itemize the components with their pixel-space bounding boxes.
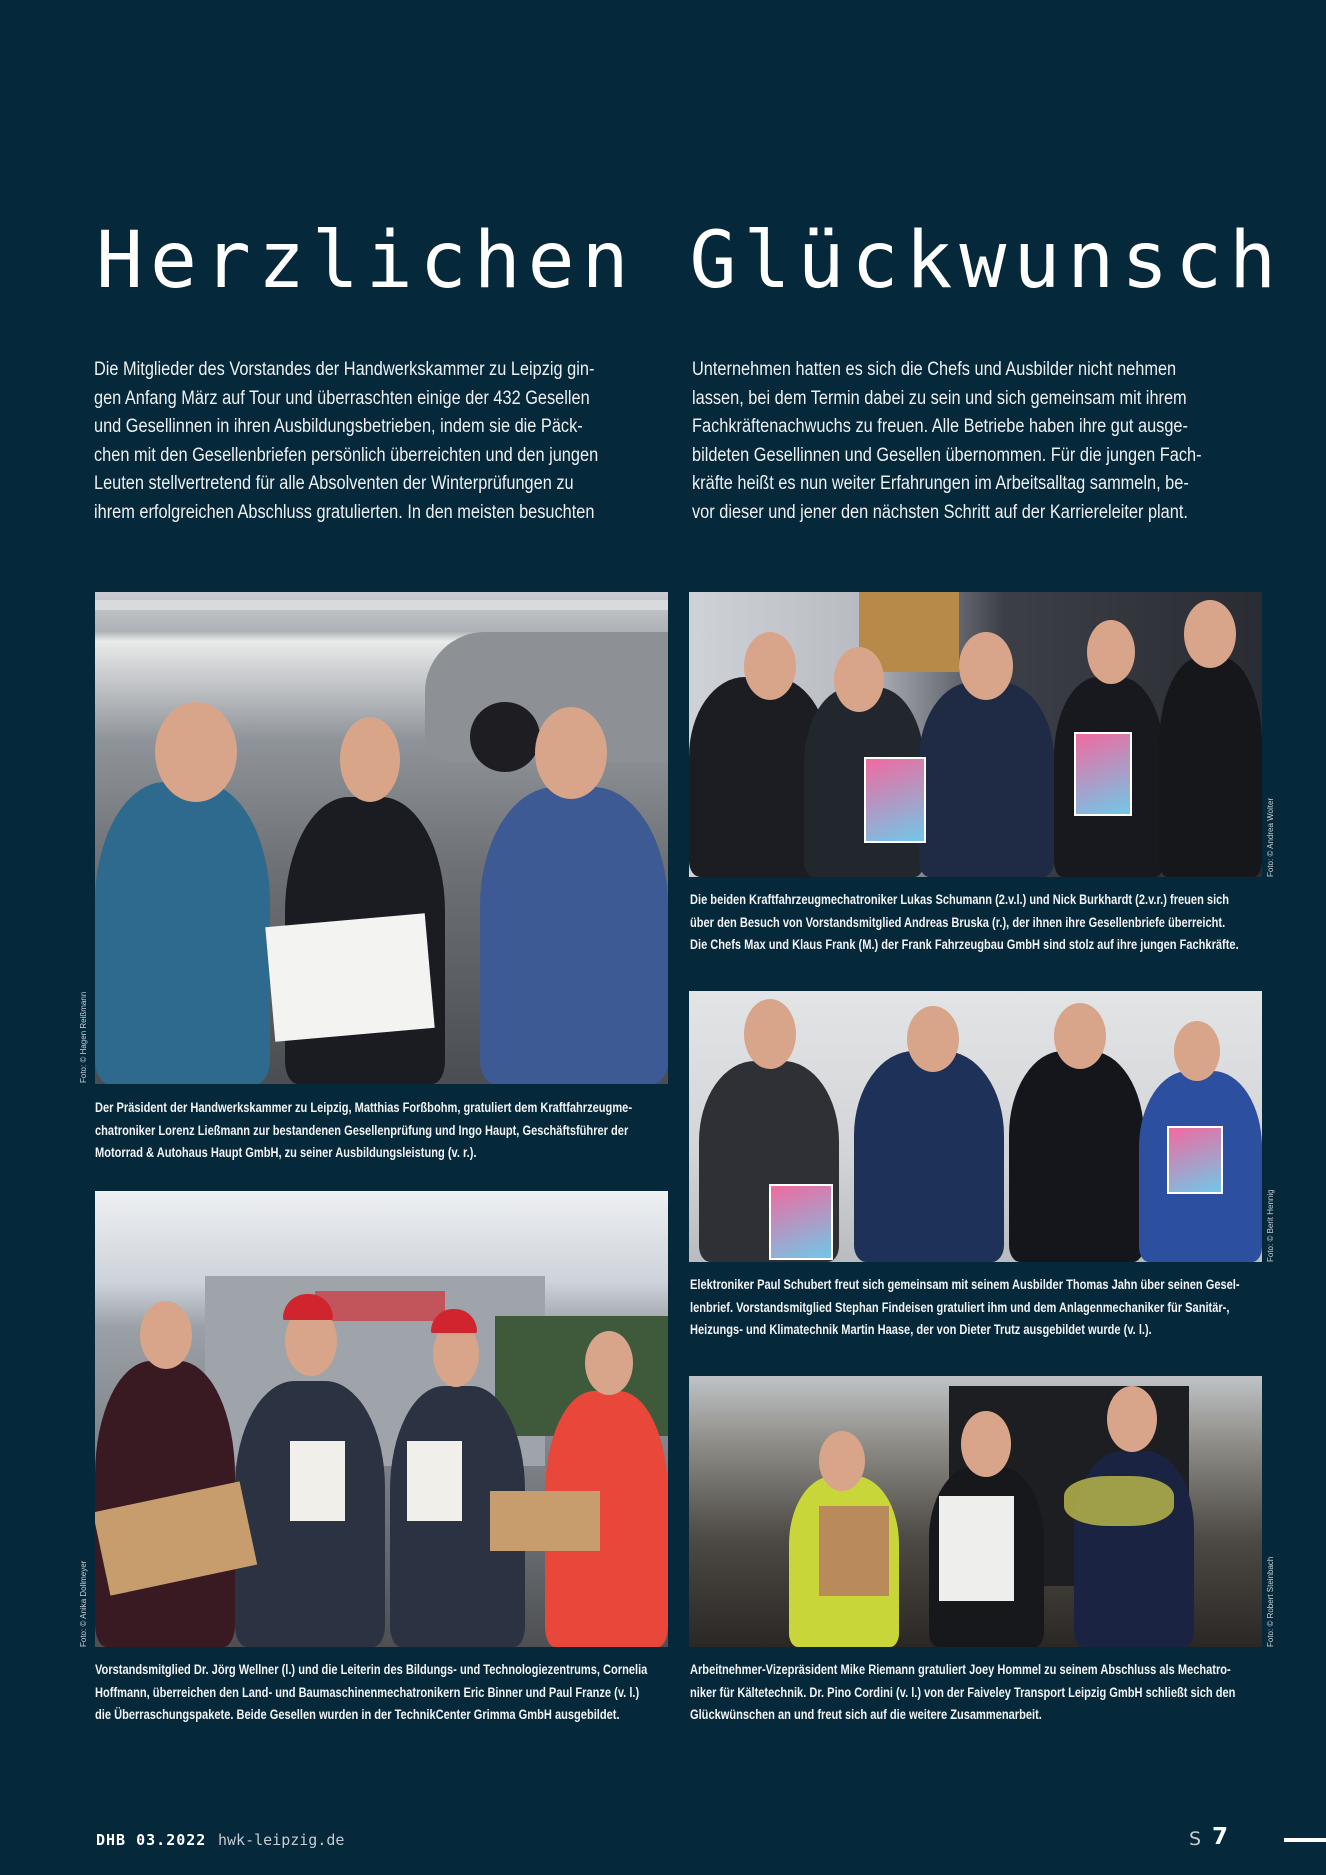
caption-line: lenbrief. Vorstandsmitglied Stephan Findeisen gratuliert ihm und dem Anlagenmechaniker für Sanitär-, xyxy=(690,1299,1230,1315)
intro-line: gen Anfang März auf Tour und überraschten einige der 432 Gesellen xyxy=(94,387,590,409)
intro-line: Die Mitglieder des Vorstandes der Handwerkskammer zu Leipzig gin- xyxy=(94,359,595,380)
photo-schubert-haase xyxy=(689,991,1262,1262)
intro-column-left xyxy=(94,356,601,527)
caption-line: Vorstandsmitglied Dr. Jörg Wellner (l.) und die Leiterin des Bildungs- und Technologiezentrums, Cornelia xyxy=(95,1662,648,1677)
caption-line: die Überraschungspakete. Beide Gesellen wurden in der TechnikCenter Grimma GmbH ausgebildet. xyxy=(95,1707,620,1722)
photo-faiveley-transport xyxy=(689,1376,1262,1647)
caption-line: chatroniker Lorenz Ließmann zur bestandenen Gesellenprüfung und Ingo Haupt, Geschäftsführer der xyxy=(95,1122,629,1138)
intro-column-right xyxy=(692,356,1202,527)
intro-line: Leuten stellvertretend für alle Absolventen der Winterprüfungen zu xyxy=(94,473,574,494)
photo-credit: Foto: © Hagen Reißmann xyxy=(79,991,88,1083)
caption-line: Motorrad & Autohaus Haupt GmbH, zu seiner Ausbildungsleistung (v. r.). xyxy=(95,1145,477,1160)
caption-line: Die beiden Kraftfahrzeugmechatroniker Lukas Schumann (2.v.l.) und Nick Burkhardt (2.v.r.) freuen sich xyxy=(690,892,1230,907)
page-title: Herzlichen Glückwunsch xyxy=(96,216,1284,306)
intro-line: kräfte heißt es nun weiter Erfahrungen im Arbeitsalltag sammeln, be- xyxy=(692,473,1189,494)
intro-line: Fachkräftenachwuchs zu freuen. Alle Betriebe haben ihre gut ausge- xyxy=(692,416,1188,437)
intro-line: chen mit den Gesellenbriefen persönlich überreichten und den jungen xyxy=(94,444,599,466)
photo-frank-fahrzeugbau xyxy=(689,592,1262,877)
photo-credit: Foto: © Robert Steinbach xyxy=(1266,1556,1275,1647)
photo-caption xyxy=(690,1274,1240,1342)
caption-line: Elektroniker Paul Schubert freut sich gemeinsam mit seinem Ausbilder Thomas Jahn über seinen Gesel- xyxy=(690,1277,1240,1292)
footer-rule-divider xyxy=(1284,1838,1326,1842)
photo-credit: Foto: © Anika Dollmeyer xyxy=(79,1560,88,1647)
caption-line: Glückwünschen an und freut sich auf die weitere Zusammenarbeit. xyxy=(690,1707,1042,1722)
caption-line: über den Besuch von Vorstandsmitglied Andreas Bruska (r.), der ihnen ihre Gesellenbriefe überreicht. xyxy=(690,914,1226,930)
caption-line: Der Präsident der Handwerkskammer zu Leipzig, Matthias Forßbohm, gratuliert dem Kraftfahrzeugme- xyxy=(95,1100,633,1115)
caption-line: Arbeitnehmer-Vizepräsident Mike Riemann gratuliert Joey Hommel zu seinem Abschluss als Mechatro- xyxy=(690,1662,1231,1677)
photo-caption xyxy=(690,1659,1236,1727)
photo-credit: Foto: © Berit Hennig xyxy=(1266,1189,1275,1262)
magazine-issue: DHB 03.2022 xyxy=(96,1831,207,1849)
caption-line: Die Chefs Max und Klaus Frank (M.) der Frank Fahrzeugbau GmbH sind stolz auf ihre jungen Fachkräfte. xyxy=(690,937,1239,952)
intro-line: Unternehmen hatten es sich die Chefs und Ausbilder nicht nehmen xyxy=(692,359,1177,380)
photo-technikcenter-grimma xyxy=(95,1191,668,1647)
intro-line: lassen, bei dem Termin dabei zu sein und sich gemeinsam mit ihrem xyxy=(692,387,1187,409)
photo-caption xyxy=(95,1097,633,1165)
caption-line: Heizungs- und Klimatechnik Martin Haase, der von Dieter Trutz ausgebildet wurde (v. l.). xyxy=(690,1322,1152,1337)
page-number: 7 xyxy=(1212,1824,1229,1850)
photo-caption xyxy=(95,1659,648,1727)
intro-line: bildeten Gesellinnen und Gesellen übernommen. Für die jungen Fach- xyxy=(692,444,1202,466)
photo-credit: Foto: © Andrea Wolter xyxy=(1266,797,1275,877)
intro-line: und Gesellinnen in ihren Ausbildungsbetrieben, indem sie die Päck- xyxy=(94,416,583,437)
photo-caption xyxy=(690,889,1239,957)
caption-line: niker für Kältetechnik. Dr. Pino Cordini (v. l.) von der Faiveley Transport Leipzig GmbH schließt sich den xyxy=(690,1684,1236,1700)
website-link[interactable]: hwk-leipzig.de xyxy=(218,1831,345,1849)
intro-line: ihrem erfolgreichen Abschluss gratulierten. In den meisten besuchten xyxy=(94,501,595,523)
page-prefix: S xyxy=(1189,1828,1202,1850)
intro-line: vor dieser und jener den nächsten Schritt auf der Karriereleiter plant. xyxy=(692,501,1188,523)
caption-line: Hoffmann, überreichen den Land- und Baumaschinenmechatronikern Eric Binner und Paul Franze (v. l.) xyxy=(95,1684,640,1700)
photo-workshop xyxy=(95,592,668,1084)
